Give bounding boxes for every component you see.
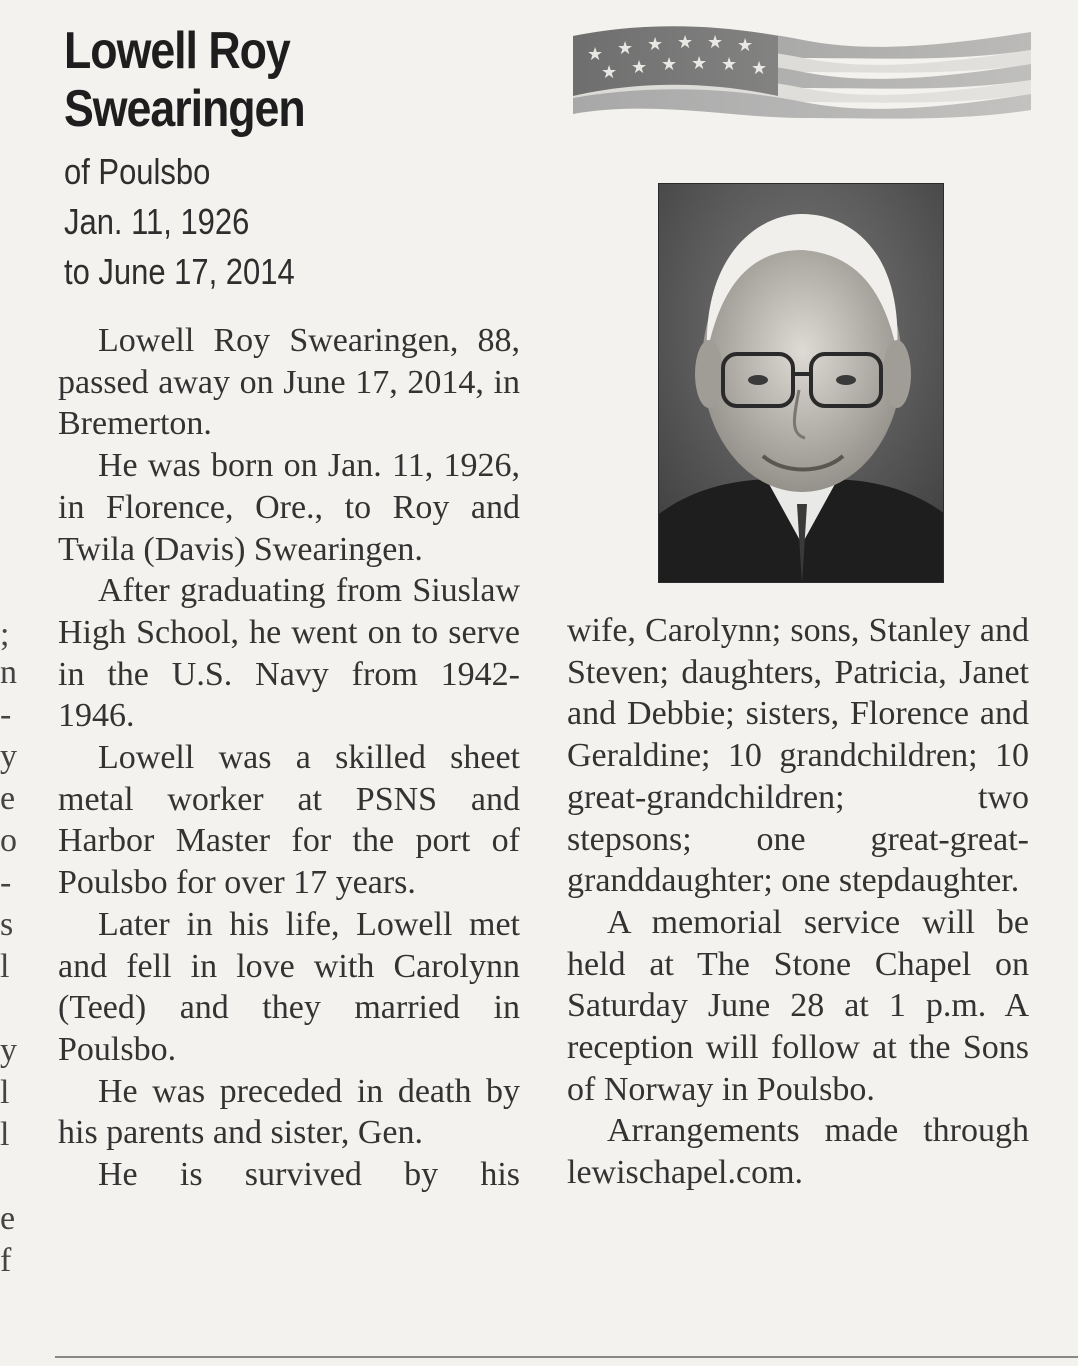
- fragment-text: e: [0, 1200, 16, 1237]
- portrait-image: [659, 184, 944, 583]
- bottom-divider: [55, 1356, 1078, 1358]
- adjacent-column-fragments: [0, 0, 20, 1366]
- fragment-text: l: [0, 1074, 10, 1111]
- body-paragraph: Lowell was a skilled sheet metal worker at PSNS and Harbor Master for the port of Poulsbo for over 17 years.: [58, 739, 520, 902]
- fragment-text: y: [0, 1032, 17, 1069]
- name-line-first: Lowell Roy: [64, 22, 290, 80]
- fragment-text: -: [0, 864, 12, 901]
- fragment-text: l: [0, 948, 10, 985]
- portrait-photo: [658, 183, 944, 583]
- obituary-body-left: [58, 320, 520, 1196]
- arrangements-paragraph: Arrangements made through lewischapel.com.: [567, 1112, 1029, 1192]
- american-flag-graphic: [573, 18, 1031, 122]
- fragment-text: n: [0, 654, 17, 691]
- fragment-text: f: [0, 1242, 12, 1279]
- body-paragraph: He was born on Jan. 11, 1926, in Florence, Ore., to Roy and Twila (Davis) Swearingen.: [58, 447, 520, 568]
- obituary-body-right: [567, 610, 1029, 1194]
- body-paragraph: Lowell Roy Swearingen, 88, passed away on June 17, 2014, in Bremerton.: [58, 322, 520, 443]
- fragment-text: s: [0, 906, 14, 943]
- fragment-text: y: [0, 738, 17, 775]
- fragment-text: o: [0, 822, 17, 859]
- memorial-service-paragraph: A memorial service will be held at The Stone Chapel on Saturday June 28 at 1 p.m. A reception will follow at the Sons of Norway in Poulsbo.: [567, 903, 1029, 1108]
- body-paragraph: He is survived by his: [98, 1156, 520, 1194]
- fragment-text: -: [0, 696, 12, 733]
- death-date: to June 17, 2014: [64, 251, 295, 292]
- body-paragraph: Later in his life, Lowell met and fell in love with Carolynn (Teed) and they married in Poulsbo.: [58, 905, 520, 1068]
- name-line-last: Swearingen: [64, 80, 305, 138]
- body-paragraph: After graduating from Siuslaw High School, he went on to serve in the U.S. Navy from 1942-1946.: [58, 572, 520, 735]
- body-paragraph: He was preceded in death by his parents and sister, Gen.: [58, 1072, 520, 1152]
- fragment-text: e: [0, 780, 16, 817]
- fragment-text: l: [0, 1116, 10, 1153]
- residence: of Poulsbo: [64, 151, 211, 192]
- birth-date: Jan. 11, 1926: [64, 201, 250, 242]
- survivors-continuation: wife, Carolynn; sons, Stanley and Steven; daughters, Patricia, Janet and Debbie; sisters, Florence and Geraldine; 10 grandchildren; 10 great-grandchildren; two stepsons; one great-great-granddaughter; one stepdaughter.: [567, 612, 1029, 900]
- deceased-name: [64, 22, 339, 138]
- fragment-text: ;: [0, 616, 10, 653]
